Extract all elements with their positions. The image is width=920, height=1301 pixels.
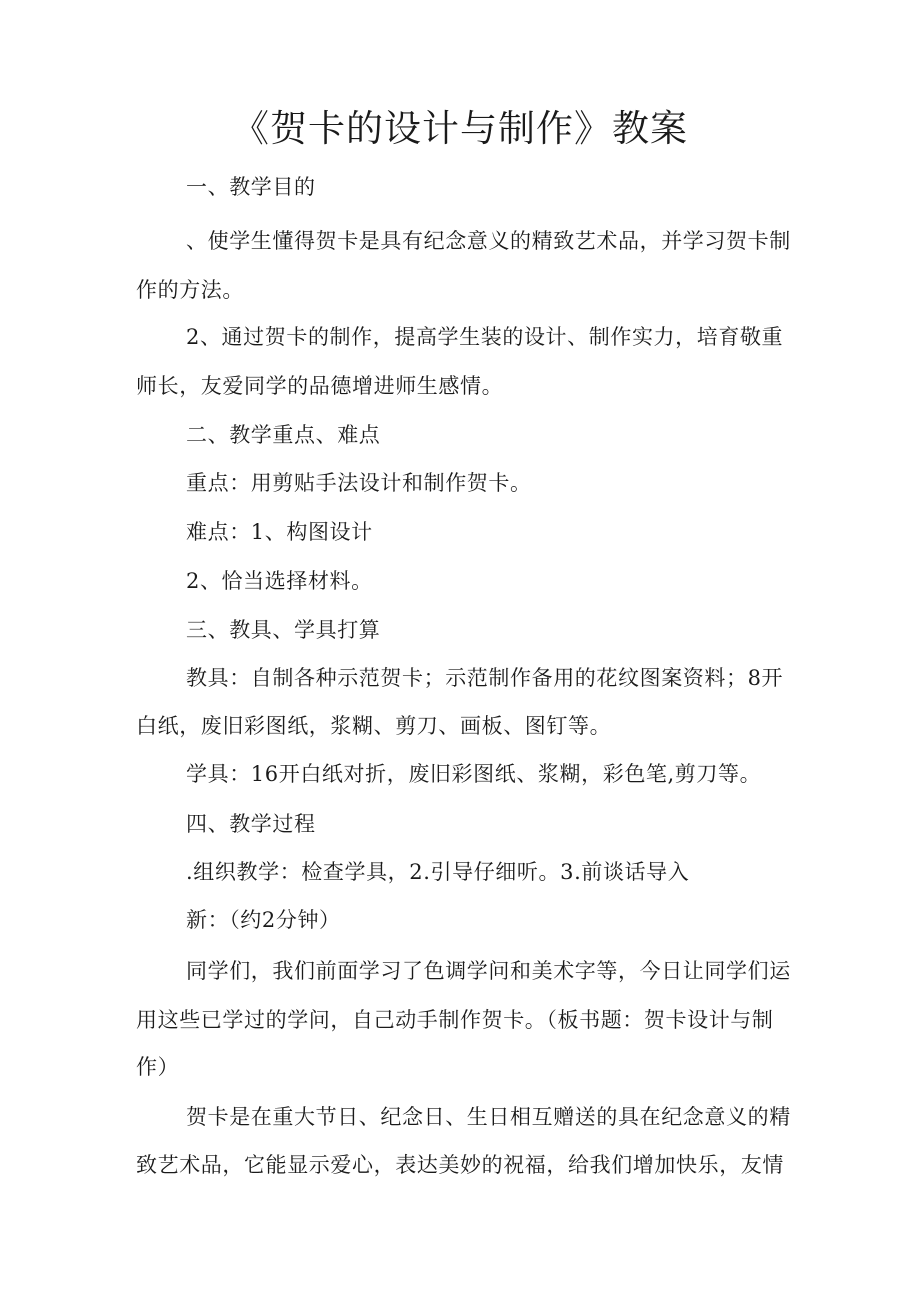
paragraph-line: 重点：用剪贴手法设计和制作贺卡。: [186, 471, 532, 495]
paragraph-line: 作的方法。: [136, 278, 244, 302]
paragraph-line: 致艺术品，它能显示爱心，表达美妙的祝福，给我们增加快乐，友情: [136, 1153, 784, 1177]
document-title: 《贺卡的设计与制作》教案: [232, 107, 688, 150]
heading-teaching-goals: 一、教学目的: [186, 175, 316, 199]
paragraph-line: 2、通过贺卡的制作，提高学生装的设计、制作实力，培育敬重: [186, 325, 784, 349]
heading-teaching-process: 四、教学过程: [186, 812, 316, 836]
paragraph-line: 学具：16开白纸对折，废旧彩图纸、浆糊，彩色笔,剪刀等。: [186, 762, 762, 786]
paragraph-line: 贺卡是在重大节日、纪念日、生日相互赠送的具在纪念意义的精: [186, 1105, 791, 1129]
heading-key-points: 二、教学重点、难点: [186, 423, 381, 447]
paragraph-line: 师长，友爱同学的品德增进师生感情。: [136, 374, 504, 398]
paragraph-line: 作）: [136, 1055, 180, 1079]
heading-materials: 三、教具、学具打算: [186, 618, 381, 642]
paragraph-line: 2、恰当选择材料。: [186, 569, 373, 593]
paragraph-line: 白纸，废旧彩图纸，浆糊、剪刀、画板、图钉等。: [136, 714, 612, 738]
paragraph-line: 用这些已学过的学问，自己动手制作贺卡。（板书题：贺卡设计与制: [136, 1008, 774, 1032]
paragraph-line: 、使学生懂得贺卡是具有纪念意义的精致艺术品，并学习贺卡制: [186, 229, 791, 253]
paragraph-line: .组织教学：检查学具，2.引导仔细听。3.前谈话导入: [186, 860, 690, 884]
paragraph-line: 教具：自制各种示范贺卡；示范制作备用的花纹图案资料；8开: [186, 666, 784, 690]
paragraph-line: 难点：1、构图设计: [186, 520, 373, 544]
paragraph-line: 新：（约2分钟）: [186, 908, 341, 932]
paragraph-line: 同学们，我们前面学习了色调学问和美术字等，今日让同学们运: [186, 959, 791, 983]
